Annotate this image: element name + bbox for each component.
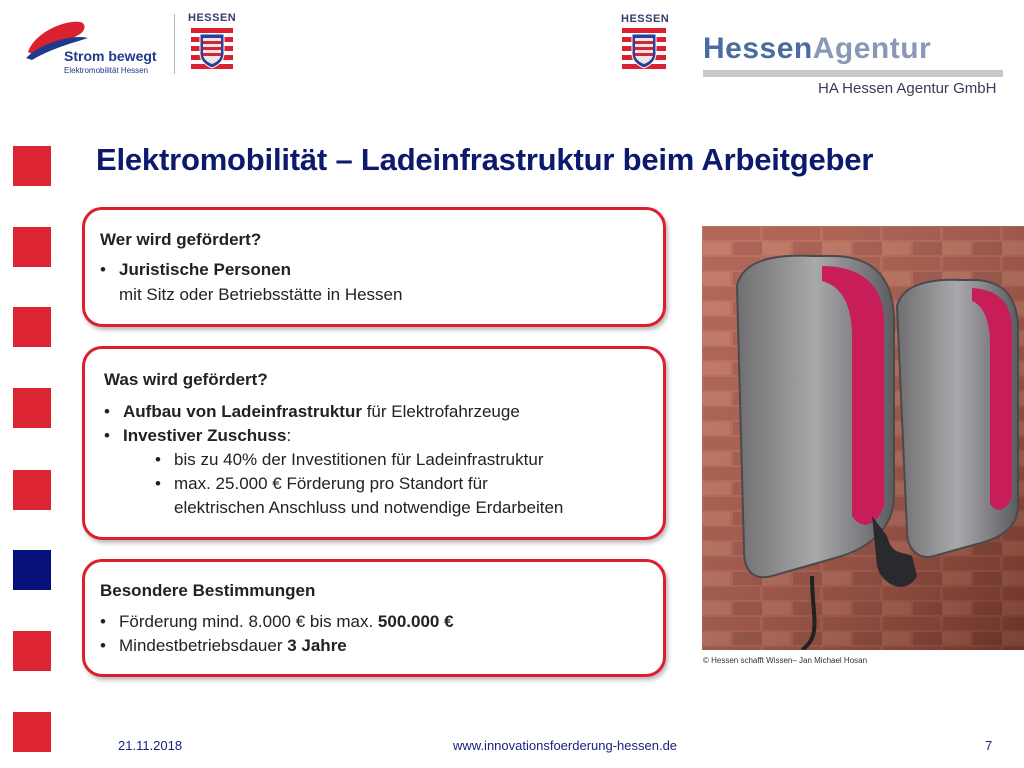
strom-bewegt-wordmark: Strom bewegt (64, 48, 157, 64)
photo-credit: © Hessen schafft Wissen– Jan Michael Hosan (703, 656, 868, 665)
bullet-marker: • (104, 426, 110, 445)
list-item-text: : (286, 426, 292, 445)
list-item-bold: Juristische Personen (119, 260, 291, 279)
decor-square (13, 227, 51, 267)
sub-list-item-continued: elektrischen Anschluss und notwendige Erdarbeiten (174, 498, 564, 517)
box-heading: Was wird gefördert? (104, 370, 268, 389)
hessen-crest-icon (622, 28, 666, 74)
bullet-marker: • (100, 636, 106, 655)
hessen-agentur-part2: Agentur (812, 32, 932, 65)
list-item (119, 610, 454, 634)
decor-square-active (13, 550, 51, 590)
box-heading: Wer wird gefördert? (100, 230, 262, 249)
list-item-bold: Aufbau von Ladeinfrastruktur (123, 402, 362, 421)
bullet-marker: • (104, 402, 110, 421)
hessen-agentur-bar (703, 70, 1003, 77)
decor-square (13, 307, 51, 347)
bullet-marker: • (155, 474, 161, 493)
page-title: Elektromobilität – Ladeinfrastruktur beim Arbeitgeber (96, 142, 874, 177)
strom-bewegt-logo (22, 12, 167, 78)
hessen-crest-icon (191, 28, 233, 74)
list-item-bold: 3 Jahre (287, 636, 347, 655)
list-item-text: für Elektrofahrzeuge (361, 402, 520, 421)
list-item-continued: mit Sitz oder Betriebsstätte in Hessen (119, 285, 403, 304)
list-item (119, 634, 347, 658)
sub-list-item: bis zu 40% der Investitionen für Ladeinfrastruktur (174, 450, 544, 469)
bullet-marker: • (100, 612, 106, 631)
list-item-bold: 500.000 € (377, 612, 454, 631)
hessen-label-right: HESSEN (621, 13, 670, 25)
decor-square (13, 712, 51, 752)
hessen-agentur-part1: Hessen (703, 32, 813, 65)
list-item (123, 424, 291, 448)
list-item (119, 258, 291, 282)
footer-page-number: 7 (985, 738, 993, 753)
hessen-label-left: HESSEN (188, 12, 237, 24)
list-item (123, 400, 520, 424)
charging-station-photo (702, 226, 1024, 650)
strom-bewegt-tagline: Elektromobilität Hessen (64, 66, 149, 75)
list-item-bold: Investiver Zuschuss (123, 426, 287, 445)
logo-divider (174, 14, 175, 74)
hessen-agentur-subtitle: HA Hessen Agentur GmbH (818, 80, 997, 97)
bullet-marker: • (155, 450, 161, 469)
list-item-text: Mindestbetriebsdauer (119, 636, 288, 655)
decor-square (13, 146, 51, 186)
bullet-marker: • (100, 260, 106, 279)
footer-date: 21.11.2018 (118, 738, 183, 753)
footer-url[interactable]: www.innovationsfoerderung-hessen.de (453, 738, 678, 753)
decor-square (13, 470, 51, 510)
box-heading: Besondere Bestimmungen (100, 581, 316, 600)
sub-list-item: max. 25.000 € Förderung pro Standort für (174, 474, 488, 493)
decor-square (13, 388, 51, 428)
decor-square (13, 631, 51, 671)
list-item-text: Förderung mind. 8.000 € bis max. (119, 612, 378, 631)
hessen-agentur-logo (703, 32, 931, 66)
